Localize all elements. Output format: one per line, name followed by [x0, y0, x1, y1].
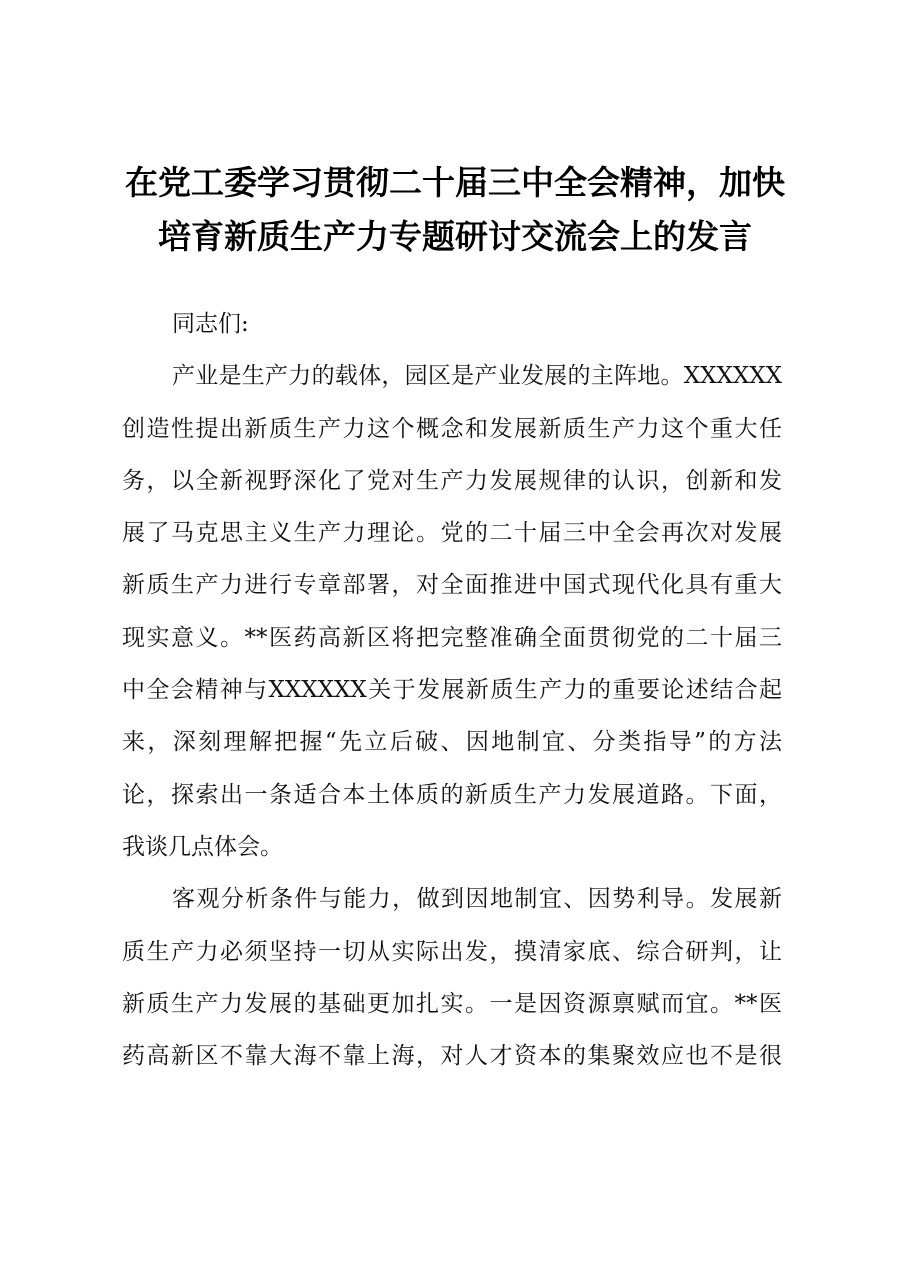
salutation: 同志们: — [172, 311, 249, 337]
title-line: 培育新质生产力专题研讨交流会上的发言 — [158, 217, 752, 256]
paragraph-line: 来，深刻理解把握“先立后破、因地制宜、分类指导”的方法 — [122, 729, 782, 756]
paragraph-2 — [122, 873, 782, 1082]
paragraph-line: 展了马克思主义生产力理论。党的二十届三中全会再次对发展 — [122, 520, 782, 547]
title-line: 在党工委学习贯彻二十届三中全会精神，加快 — [125, 163, 785, 202]
paragraph-line: 新质生产力进行专章部署，对全面推进中国式现代化具有重大 — [122, 572, 782, 599]
document-body — [122, 298, 782, 1082]
paragraph-line: 药高新区不靠大海不靠上海，对人才资本的集聚效应也不是很 — [122, 1043, 782, 1070]
paragraph-line: 论，探索出一条适合本土体质的新质生产力发展道路。下面， — [122, 781, 782, 808]
paragraph-line: 现实意义。**医药高新区将把完整准确全面贯彻党的二十届三 — [122, 624, 782, 651]
paragraph-line: 创造性提出新质生产力这个概念和发展新质生产力这个重大任 — [122, 415, 782, 442]
paragraph-1 — [122, 350, 782, 873]
paragraph-line: 我谈几点体会。 — [122, 833, 283, 860]
paragraph-line: 质生产力必须坚持一切从实际出发，摸清家底、综合研判，让 — [122, 938, 782, 965]
paragraph-line: 中全会精神与XXXXXX关于发展新质生产力的重要论述结合起 — [122, 677, 782, 704]
paragraph-line: 客观分析条件与能力，做到因地制宜、因势利导。发展新 — [172, 886, 782, 913]
paragraph-line: 产业是生产力的载体，园区是产业发展的主阵地。XXXXXX — [172, 363, 782, 390]
paragraph-line: 务，以全新视野深化了党对生产力发展规律的认识，创新和发 — [122, 467, 782, 494]
document-title — [110, 156, 800, 264]
paragraph-line: 新质生产力发展的基础更加扎实。一是因资源禀赋而宜。**医 — [122, 990, 782, 1017]
